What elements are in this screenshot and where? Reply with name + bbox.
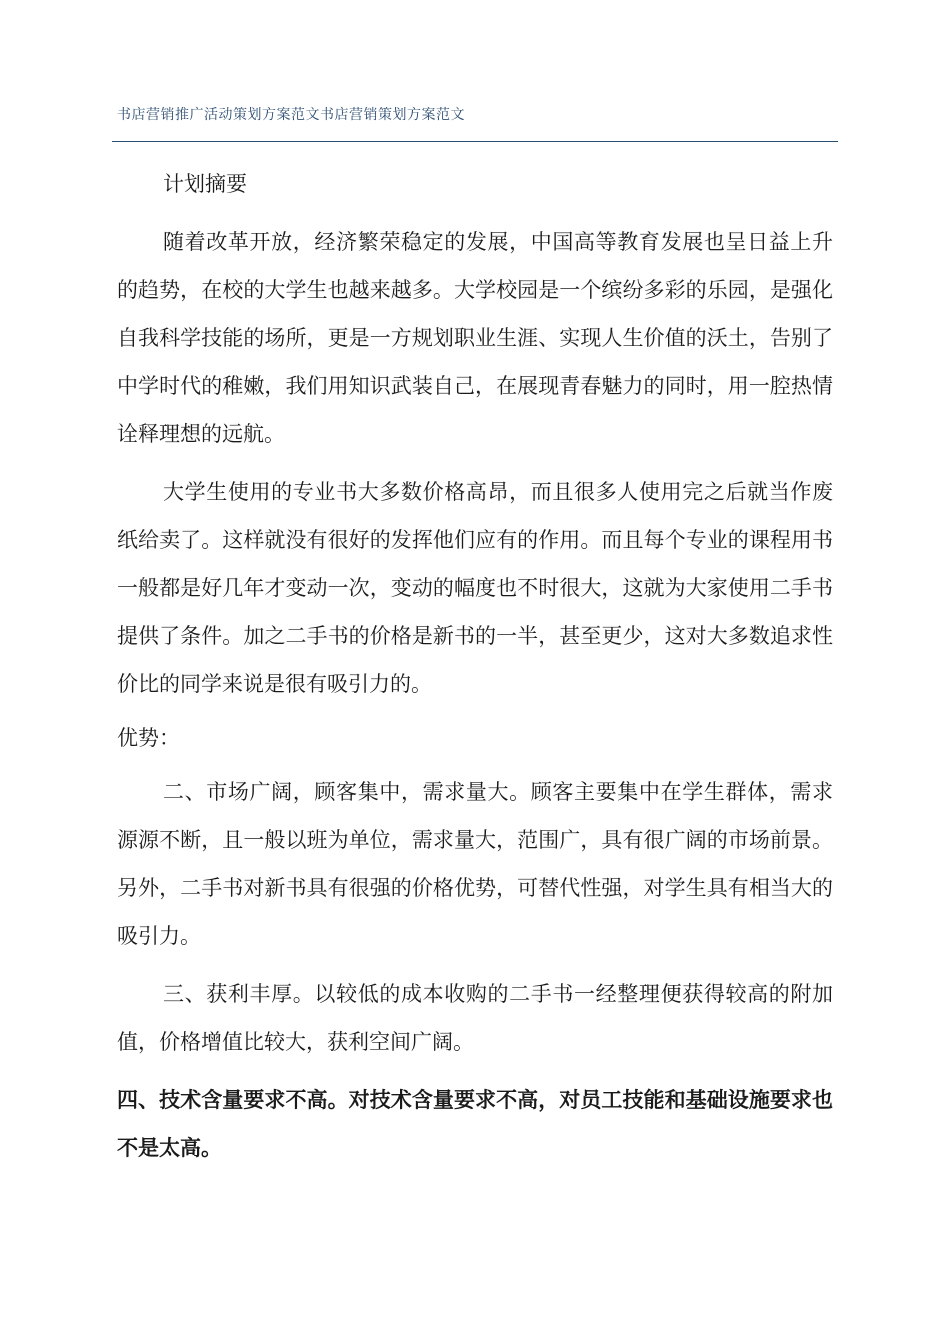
header-divider	[112, 141, 838, 142]
point-profit: 三、获利丰厚。以较低的成本收购的二手书一经整理便获得较高的附加值，价格增值比较大，获利空间广阔。	[117, 982, 833, 1054]
point-technology: 四、技术含量要求不高。对技术含量要求不高，对员工技能和基础设施要求也不是太高。	[117, 1088, 833, 1160]
paragraph-textbooks: 大学生使用的专业书大多数价格高昂，而且很多人使用完之后就当作废纸给卖了。这样就没有很好的发挥他们应有的作用。而且每个专业的课程用书一般都是好几年才变动一次，变动的幅度也不时很大，这就为大家使用二手书提供了条件。加之二手书的价格是新书的一半，甚至更少，这对大多数追求性价比的同学来说是很有吸引力的。	[117, 480, 833, 696]
document-body	[117, 160, 833, 1172]
point-market: 二、市场广阔，顾客集中，需求量大。顾客主要集中在学生群体，需求源源不断，且一般以班为单位，需求量大，范围广，具有很广阔的市场前景。另外，二手书对新书具有很强的价格优势，可替代性强，对学生具有相当大的吸引力。	[117, 780, 833, 948]
summary-heading: 计划摘要	[163, 172, 247, 196]
advantages-label: 优势：	[117, 726, 180, 750]
running-header: 书店营销推广活动策划方案范文书店营销策划方案范文	[117, 107, 465, 123]
paragraph-intro: 随着改革开放，经济繁荣稳定的发展，中国高等教育发展也呈日益上升的趋势，在校的大学生也越来越多。大学校园是一个缤纷多彩的乐园，是强化自我科学技能的场所，更是一方规划职业生涯、实现人生价值的沃土，告别了中学时代的稚嫩，我们用知识武装自己，在展现青春魅力的同时，用一腔热情诠释理想的远航。	[117, 230, 833, 446]
